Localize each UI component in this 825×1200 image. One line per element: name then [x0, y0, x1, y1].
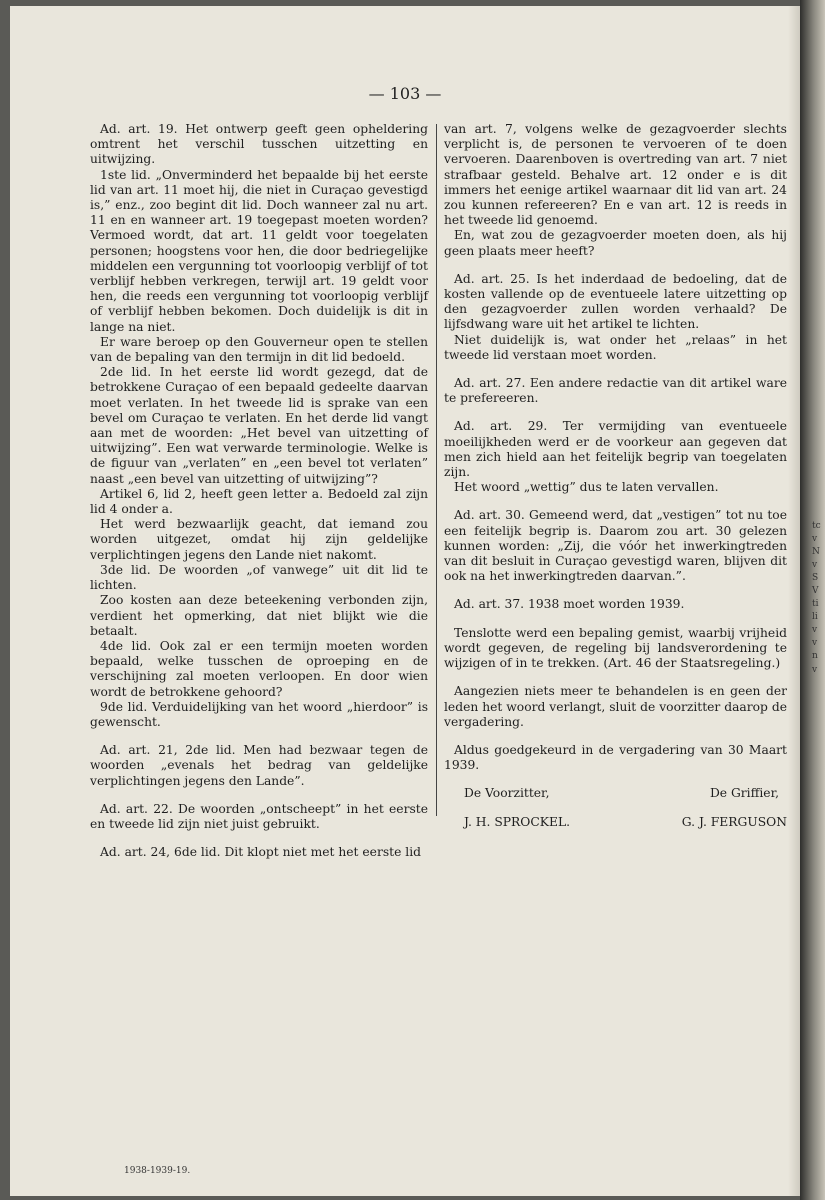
paragraph: Ad. art. 25. Is het inderdaad de bedoeling, dat de kosten vallende op de eventueele latere uitzetting op den gezagvoerder zullen worden verhaald? De lijfsdwang ware uit het artikel te lichten.: [444, 271, 787, 332]
document-page: [10, 6, 800, 1196]
paragraph: Ad. art. 27. Een andere redactie van dit artikel ware te prefereeren.: [444, 376, 787, 406]
paragraph: 3de lid. De woorden „of vanwege” uit dit lid te lichten.: [90, 562, 428, 593]
chair-name: J. H. SPROCKEL.: [464, 814, 571, 829]
edge-letter: v: [812, 560, 818, 571]
paragraph: Ad. art. 37. 1938 moet worden 1939.: [454, 597, 685, 612]
paragraph: 1ste lid. „Onverminderd het bepaalde bij het eerste lid van art. 11 moet hij, die niet in Curaçao gevestigd is,” enz., zoo begint dit lid. Doch wanneer zal nu art. 11 en en wanneer art. 19 toegepast moeten worden? Vermoed wordt, dat art. 11 geldt voor toegelaten personen; hoogstens voor hen, die door bedriegelijke middelen een vergunning tot voorloopig verblijf of tot verblijf hebben verkregen, terwijl art. 19 geldt voor hen, die reeds een vergunning tot voorloopig verblijf of verblijf hebben bekomen. Doch duidelijk is dit in lange na niet.: [90, 167, 428, 334]
edge-letter: v: [812, 664, 818, 675]
paragraph: Ad. art. 30. Gemeend werd, dat „vestigen” tot nu toe een feitelijk begrip is. Daarom zou art. 30 gelezen kunnen worden: „Zij, die vóór het inwerkingtreden van dit besluit in Curaçao gevestigd waren, blijven dit ook na het inwerkingtreden daarvan.”.: [444, 508, 787, 584]
paragraph: 2de lid. In het eerste lid wordt gezegd, dat de betrokkene Curaçao of een bepaald gedeelte daarvan moet verlaten. In het tweede lid is sprake van een bevel om Curaçao te verlaten. En het derde lid vangt aan met de woorden: „Het bevel van uitzetting of uitwijzing”. Een wat verwarde terminologie. Welke is de figuur van „verlaten” en „een bevel tot verlaten” naast „een bevel van uitzetting of uitwijzing”?: [90, 365, 428, 486]
edge-letter: li: [812, 612, 818, 623]
edge-letter: v: [812, 638, 818, 649]
paragraph: 4de lid. Ook zal er een termijn moeten worden bepaald, welke tusschen de oproeping en de verschijning zal moeten verloopen. En door wien wordt de betrokkene gehoord?: [90, 638, 428, 699]
paragraph: Er ware beroep op den Gouverneur open te stellen van de bepaling van den termijn in dit lid bedoeld.: [90, 334, 428, 365]
signature-names: [444, 815, 787, 830]
right-column: [444, 122, 787, 830]
edge-letter: n: [812, 651, 818, 662]
clerk-name: G. J. FERGUSON: [681, 814, 787, 829]
edge-letter: S: [812, 573, 819, 584]
edge-letter: ti: [812, 599, 819, 610]
paragraph: Het werd bezwaarlijk geacht, dat iemand zou worden uitgezet, omdat hij zijn geldelijke verplichtingen jegens den Lande niet nakomt.: [90, 517, 428, 562]
edge-letter: V: [812, 586, 819, 597]
paragraph: Aangezien niets meer te behandelen is en geen der leden het woord verlangt, sluit de voorzitter daarop de vergadering.: [444, 684, 787, 729]
paragraph: Artikel 6, lid 2, heeft geen letter a. Bedoeld zal zijn lid 4 onder a.: [90, 486, 428, 517]
left-column: [90, 122, 428, 860]
edge-letter: N: [812, 547, 820, 558]
paragraph: Het woord „wettig” dus te laten vervallen.: [454, 480, 719, 495]
paragraph: van art. 7, volgens welke de gezagvoerder slechts verplicht is, de personen te vervoeren of te doen vervoeren. Daarenboven is overtreding van art. 7 niet strafbaar gesteld. Behalve art. 12 onder e is dit immers het eenige artikel waarnaar dit lid van art. 24 zou kunnen refereeren? En e van art. 12 is reeds in het tweede lid genoemd.: [444, 122, 787, 228]
edge-letter: tc: [812, 521, 821, 531]
signature-titles: [444, 786, 787, 801]
chair-title: De Voorzitter,: [464, 786, 550, 801]
paragraph: Niet duidelijk is, wat onder het „relaas” in het tweede lid verstaan moet worden.: [444, 332, 787, 362]
paragraph: Aldus goedgekeurd in de vergadering van 30 Maart 1939.: [444, 742, 787, 773]
edge-letter: v: [812, 534, 818, 545]
edge-letters: [812, 520, 824, 677]
edge-letter: v: [812, 625, 818, 636]
paragraph: Ad. art. 22. De woorden „ontscheept” in het eerste en tweede lid zijn niet juist gebruikt.: [90, 801, 428, 831]
footer-code: 1938-1939-19.: [124, 1166, 191, 1176]
paragraph: Ad. art. 21, 2de lid. Men had bezwaar tegen de woorden „evenals het bedrag van geldelijke verplichtingen jegens den Lande”.: [90, 743, 428, 788]
paragraph: Ad. art. 19. Het ontwerp geeft geen opheldering omtrent het verschil tusschen uitzetting en uitwijzing.: [90, 122, 428, 167]
paragraph: 9de lid. Verduidelijking van het woord „hierdoor” is gewenscht.: [90, 699, 428, 729]
paragraph: Zoo kosten aan deze beteekening verbonden zijn, verdient het opmerking, dat niet blijkt wie die betaalt.: [90, 593, 428, 638]
clerk-title: De Griffier,: [709, 786, 779, 801]
column-divider: [436, 124, 437, 816]
page-number: — 103 —: [368, 84, 442, 103]
paragraph: Tenslotte werd een bepaling gemist, waarbij vrijheid wordt gegeven, de regeling bij landsverordening te wijzigen of in te trekken. (Art. 46 der Staatsregeling.): [444, 625, 787, 671]
paragraph: Ad. art. 24, 6de lid. Dit klopt niet met het eerste lid: [100, 845, 422, 860]
paragraph: Ad. art. 29. Ter vermijding van eventueele moeilijkheden werd er de voorkeur aan gegeven dat men zich hield aan het feitelijk begrip van toegelaten zijn.: [444, 419, 787, 480]
paragraph: En, wat zou de gezagvoerder moeten doen, als hij geen plaats meer heeft?: [444, 228, 787, 258]
